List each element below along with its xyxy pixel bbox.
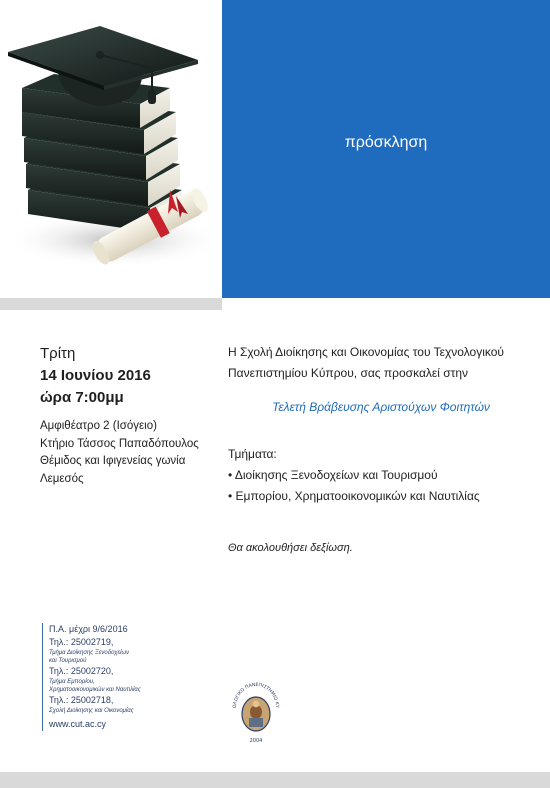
hero-grey-bar	[0, 298, 222, 310]
footer-grey-bar	[0, 772, 550, 788]
venue-line: Αμφιθέατρο 2 (Ισόγειο)	[40, 420, 157, 432]
venue-address	[40, 418, 199, 488]
event-time: ώρα 7:00μμ	[40, 389, 124, 406]
contact-department: Τμήμα Διοίκησης Ξενοδοχείων	[49, 650, 130, 656]
event-date: 14 Ιουνίου 2016	[40, 367, 151, 384]
seal-emblem-icon	[230, 668, 282, 746]
contact-department: Χρηματοοικονομικών και Ναυτιλίας	[49, 687, 141, 693]
intro-line: Η Σχολή Διοίκησης και Οικονομίας του Τεχνολογικού	[228, 345, 504, 359]
contact-phone: Τηλ.: 25002720,	[49, 666, 114, 676]
departments-list	[228, 444, 480, 507]
intro-line: Πανεπιστημίου Κύπρου, σας προσκαλεί στην	[228, 366, 469, 380]
department-item: • Διοίκησης Ξενοδοχείων και Τουρισμού	[228, 468, 438, 482]
invitation-intro	[228, 342, 538, 384]
contact-phone: Τηλ.: 25002719,	[49, 637, 114, 647]
event-day: Τρίτη	[40, 345, 76, 362]
departments-label: Τμήματα:	[228, 447, 277, 461]
department-item: • Εμπορίου, Χρηματοοικονομικών και Ναυτιλίας	[228, 489, 480, 503]
invitation-title: πρόσκληση	[344, 134, 428, 151]
contact-phone: Τηλ.: 25002718,	[49, 695, 114, 705]
ceremony-name: Τελετή Βράβευσης Αριστούχων Φοιτητών	[272, 400, 490, 414]
rsvp-contacts	[42, 623, 229, 731]
seal-arc-text: ΟΛΟΓΙΚΟ ΠΑΝΕΠΙΣΤΗΜΙΟ ΚΥ	[232, 682, 280, 709]
contact-department: Σχολή Διοίκησης και Οικονομίας	[49, 708, 134, 714]
rsvp-deadline: Π.Α. μέχρι 9/6/2016	[49, 624, 128, 634]
graduation-cap-books-illustration	[0, 0, 222, 298]
reception-note: Θα ακολουθήσει δεξίωση.	[228, 542, 353, 554]
venue-line: Θέμιδος και Ιφιγενείας γωνία	[40, 455, 186, 467]
website-link[interactable]: www.cut.ac.cy	[49, 719, 107, 729]
seal-year: 2004	[249, 738, 263, 744]
contact-department: και Τουρισμού	[49, 658, 87, 664]
event-date-block	[40, 343, 151, 409]
venue-line: Λεμεσός	[40, 472, 84, 485]
graduation-books-image	[0, 0, 222, 298]
contact-department: Τμήμα Εμπορίου,	[49, 679, 95, 685]
venue-line: Κτήριο Τάσσος Παπαδόπουλος	[40, 437, 199, 450]
university-seal	[230, 668, 282, 746]
